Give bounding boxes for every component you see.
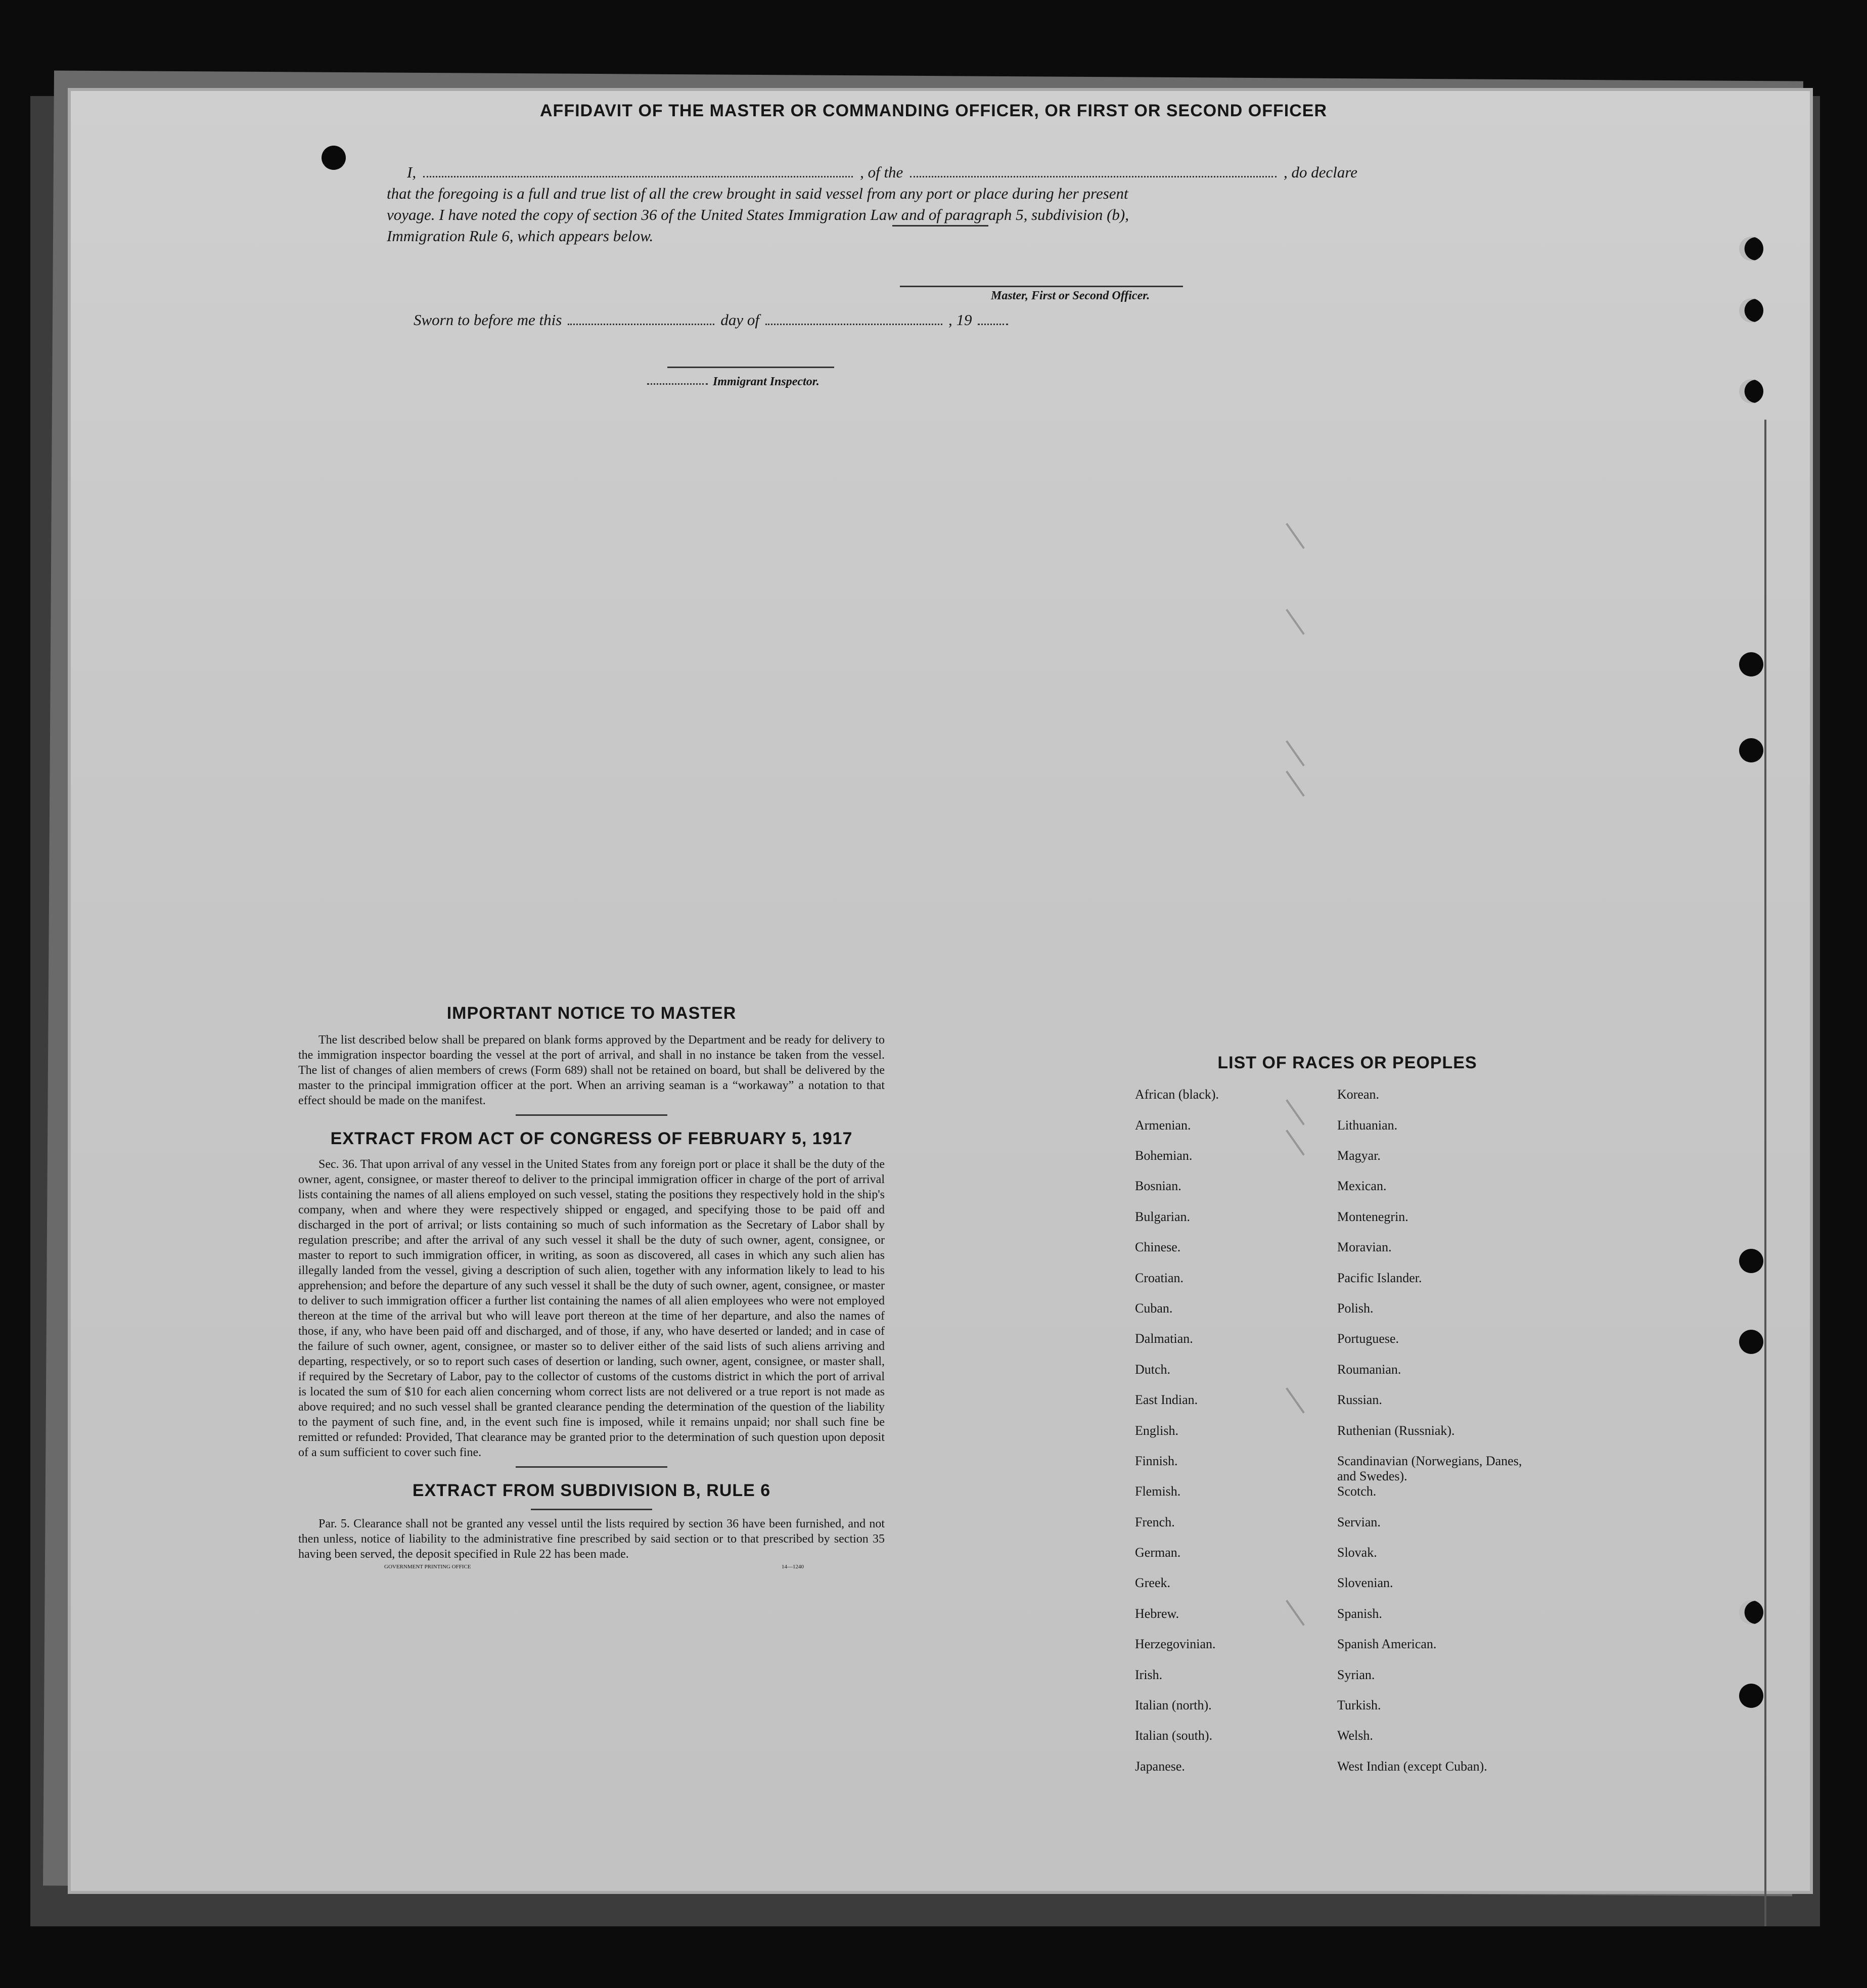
notice-title: IMPORTANT NOTICE TO MASTER [446,1004,737,1023]
affidavit-i-label: I, [407,163,417,181]
manifest-page [71,91,1810,1891]
race-item: Welsh. [1337,1728,1373,1743]
race-item: Slovenian. [1337,1575,1393,1591]
affidavit-title: AFFIDAVIT OF THE MASTER OR COMMANDING OFFICER, OR FIRST OR SECOND OFFICER [540,101,1327,120]
act-extract-title: EXTRACT FROM ACT OF CONGRESS OF FEBRUARY 5, 1917 [330,1129,853,1148]
punch-hole [1739,379,1763,403]
inspector-blank [647,375,708,385]
punch-hole [1739,1600,1763,1624]
race-item: German. [1135,1545,1181,1560]
year-prefix: , 19 [948,311,972,329]
punch-hole [1739,738,1763,762]
sworn-prefix: Sworn to before me this [414,311,562,329]
race-item: Japanese. [1135,1758,1185,1774]
race-item: Greek. [1135,1575,1171,1591]
race-item: Cuban. [1135,1300,1173,1316]
affidavit-line: voyage. I have noted the copy of section 36 of the United States Immigration Law and of paragraph 5, subdivision (b), [387,206,1129,223]
signature-label: Master, First or Second Officer. [991,289,1150,302]
race-item: Turkish. [1337,1698,1381,1713]
race-item: Lithuanian. [1337,1117,1398,1133]
race-item: Syrian. [1337,1667,1375,1682]
race-item: Roumanian. [1337,1362,1401,1377]
signature-line [900,286,1183,287]
punch-hole [322,146,346,170]
race-item: East Indian. [1135,1392,1198,1408]
punch-hole [1739,237,1763,261]
race-item: Portuguese. [1337,1331,1399,1346]
race-item: African (black). [1135,1087,1219,1102]
inspector-label: Immigrant Inspector. [713,375,819,388]
race-item: Herzegovinian. [1135,1637,1216,1652]
race-item: Korean. [1337,1087,1380,1102]
race-item: Pacific Islander. [1337,1270,1422,1285]
affidavit-body [387,162,1357,247]
races-title: LIST OF RACES OR PEOPLES [1217,1053,1477,1073]
inspector-label-row [647,375,819,389]
day-of-label: day of [720,311,759,329]
race-item: Irish. [1135,1667,1163,1682]
race-item: Magyar. [1337,1148,1381,1163]
races-left-column [1135,1087,1337,1789]
sworn-line [414,311,1008,329]
race-item: Dutch. [1135,1362,1171,1377]
race-item: Chinese. [1135,1240,1181,1255]
race-item: Slovak. [1337,1545,1377,1560]
section-rule [516,1114,667,1116]
race-item: Servian. [1337,1514,1381,1529]
printer-line [384,1564,804,1570]
punch-hole [1739,298,1763,323]
race-item: Dalmatian. [1135,1331,1193,1346]
punch-hole [1739,1249,1763,1273]
race-item: Moravian. [1337,1240,1392,1255]
affidavit-line: Immigration Rule 6, which appears below. [387,227,654,245]
race-item: Croatian. [1135,1270,1184,1285]
race-item: Finnish. [1135,1453,1178,1468]
race-item: English. [1135,1423,1178,1438]
do-declare-label: , do declare [1283,163,1357,181]
races-column [1135,1039,1529,1789]
inspector-line [667,367,834,368]
month-blank [765,313,942,325]
rule-extract-title: EXTRACT FROM SUBDIVISION B, RULE 6 [412,1481,771,1500]
race-item: Polish. [1337,1300,1374,1316]
race-item: Bohemian. [1135,1148,1193,1163]
race-item: Spanish American. [1337,1637,1437,1652]
races-right-column [1337,1087,1529,1789]
race-item: Bosnian. [1135,1179,1181,1194]
race-item: Hebrew. [1135,1606,1179,1621]
name-blank [423,165,853,177]
races-list [1135,1087,1529,1789]
race-item: West Indian (except Cuban). [1337,1758,1487,1774]
rule-extract-text: Par. 5. Clearance shall not be granted any vessel until the lists required by section 36 have been furnished, and not then unless, notice of liability to the administrative fine prescribed by said section or to that prescribed by section 35 having been served, the deposit specified in Rule 22 has been made. [298,1517,885,1561]
race-item: Russian. [1337,1392,1382,1408]
race-item: Scandinavian (Norwegians, Danes, and Swedes). [1337,1453,1522,1483]
race-item: Montenegrin. [1337,1209,1408,1224]
printer-label: GOVERNMENT PRINTING OFFICE [384,1564,471,1570]
section-rule [531,1509,652,1510]
sheet-edge [1764,420,1766,1926]
race-item: Italian (south). [1135,1728,1213,1743]
race-item: Flemish. [1135,1484,1181,1499]
notice-text: The list described below shall be prepared on blank forms approved by the Department and be ready for delivery to the immigration inspector boarding the vessel at the port of arrival, and shall in no instance be taken from the vessel. The list of changes of alien members of crews (Form 689) shall not be retained on board, but shall be delivered by the master to the principal immigration officer at the port. When an arriving seaman is a “workaway” a notation to that effect should be made on the manifest. [298,1033,885,1107]
race-item: Scotch. [1337,1484,1377,1499]
race-item: Spanish. [1337,1606,1382,1621]
punch-hole [1739,1684,1763,1708]
race-item: Ruthenian (Russniak). [1337,1423,1455,1438]
race-item: Armenian. [1135,1117,1191,1133]
year-blank [978,313,1008,325]
race-item: French. [1135,1514,1175,1529]
section-rule [516,1466,667,1468]
notice-column [298,1004,885,1570]
of-the-label: , of the [860,163,903,181]
day-blank [568,313,714,325]
act-extract-text: Sec. 36. That upon arrival of any vessel in the United States from any foreign port or place it shall be the duty of the owner, agent, consignee, or master thereof to deliver to the principal immigration officer in charge of the port of arrival lists containing the names of all aliens employed on such vessel, stating the positions they respectively hold in the ship's company, when and where they were respectively shipped or engaged, and specifying those to be paid off and discharged in the port of arrival; or lists containing so much of such information as the Secretary of Labor shall by regulation prescribe; and after the arrival of any such vessel it shall be the duty of such owner, agent, consignee, or master to report to such immigration officer, in writing, as soon as discovered, all cases in which any such alien has illegally landed from the vessel, giving a description of such alien, together with any information likely to lead to his apprehension; and before the departure of any such vessel it shall be the duty of such owner, agent, consignee, or master to deliver to such immigration officer a further list containing the names of all alien employees who were not employed thereon at the time of the arrival but who will leave port thereon at the time of her departure, and also the names of those, if any, who have been paid off and discharged, and of those, if any, who have deserted or landed; and in case of the failure of such owner, agent, consignee, or master so to deliver either of the said lists of such aliens arriving and departing, respectively, or so to report such cases of desertion or landing, such owner, agent, consignee, or master shall, if required by the Secretary of Labor, pay to the collector of customs of the customs district in which the port of arrival is located the sum of $10 for each alien concerning whom correct lists are not delivered or a true report is not made as above required; and no such vessel shall be granted clearance pending the determination of the question of the liability to the payment of such fine, and, in the event such fine is imposed, while it remains unpaid; nor shall such fine be remitted or refunded: Provided, That clearance may be granted prior to the determination of such question upon deposit of a sum sufficient to cover such fine. [298,1158,885,1459]
punch-hole [1739,1330,1763,1354]
punch-hole [1739,652,1763,676]
vessel-blank [910,165,1277,177]
race-item: Italian (north). [1135,1698,1212,1713]
race-item: Bulgarian. [1135,1209,1191,1224]
form-code: 14—1240 [782,1564,804,1570]
race-item: Mexican. [1337,1179,1387,1194]
affidavit-line: that the foregoing is a full and true list of all the crew brought in said vessel from any port or place during her present [387,185,1128,202]
